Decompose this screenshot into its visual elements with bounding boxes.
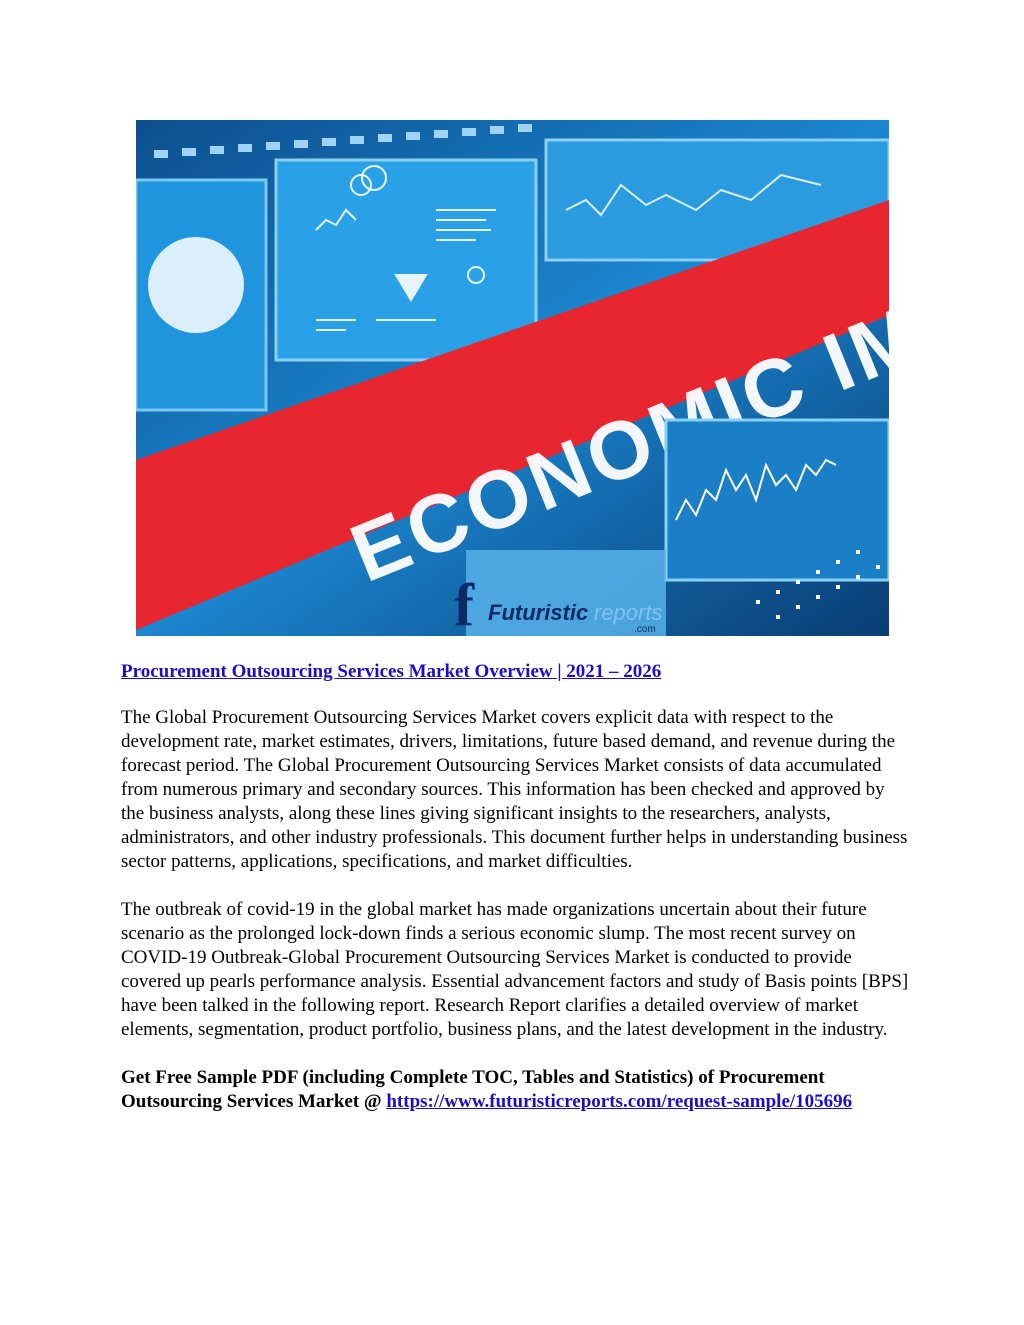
svg-text:f: f: [454, 572, 474, 636]
svg-text:.com: .com: [634, 624, 656, 635]
article-title-link[interactable]: Procurement Outsourcing Services Market Overview | 2021 – 2026: [121, 661, 662, 682]
article-body: [121, 660, 911, 1114]
paragraph-covid: The outbreak of covid-19 in the global market has made organizations uncertain about their future scenario as the prolonged lock-down finds a serious economic slump. The most recent survey on COVID-19 Outbreak-Global Procurement Outsourcing Services Market is conducted to provide covered up pearls performance analysis. Essential advancement factors and study of Basis points [BPS] have been talked in the following report. Research Report clarifies a detailed overview of market elements, segmentation, product portfolio, business plans, and the latest development in the industry.: [121, 899, 909, 1040]
sun-graphic: [148, 237, 244, 333]
hero-image: [136, 120, 889, 636]
sample-pdf-cta: [121, 1066, 911, 1114]
economic-impact-illustration: [136, 120, 889, 636]
svg-text:reports: reports: [594, 600, 663, 625]
request-sample-link[interactable]: https://www.futuristicreports.com/request-sample/105696: [386, 1091, 853, 1112]
svg-text:Futuristic: Futuristic: [488, 600, 589, 625]
paragraph-overview: The Global Procurement Outsourcing Services Market covers explicit data with respect to the development rate, market estimates, drivers, limitations, future based demand, and revenue during the forecast period. The Global Procurement Outsourcing Services Market consists of data accumulated from numerous primary and secondary sources. This information has been checked and approved by the business analysts, along these lines giving significant insights to the researchers, analysts, administrators, and other industry professionals. This document further helps in understanding business sector patterns, applications, specifications, and market difficulties.: [121, 707, 908, 872]
cta-text: Get Free Sample PDF (including Complete TOC, Tables and Statistics) of Procurement Outsourcing Services Market @: [121, 1067, 825, 1112]
